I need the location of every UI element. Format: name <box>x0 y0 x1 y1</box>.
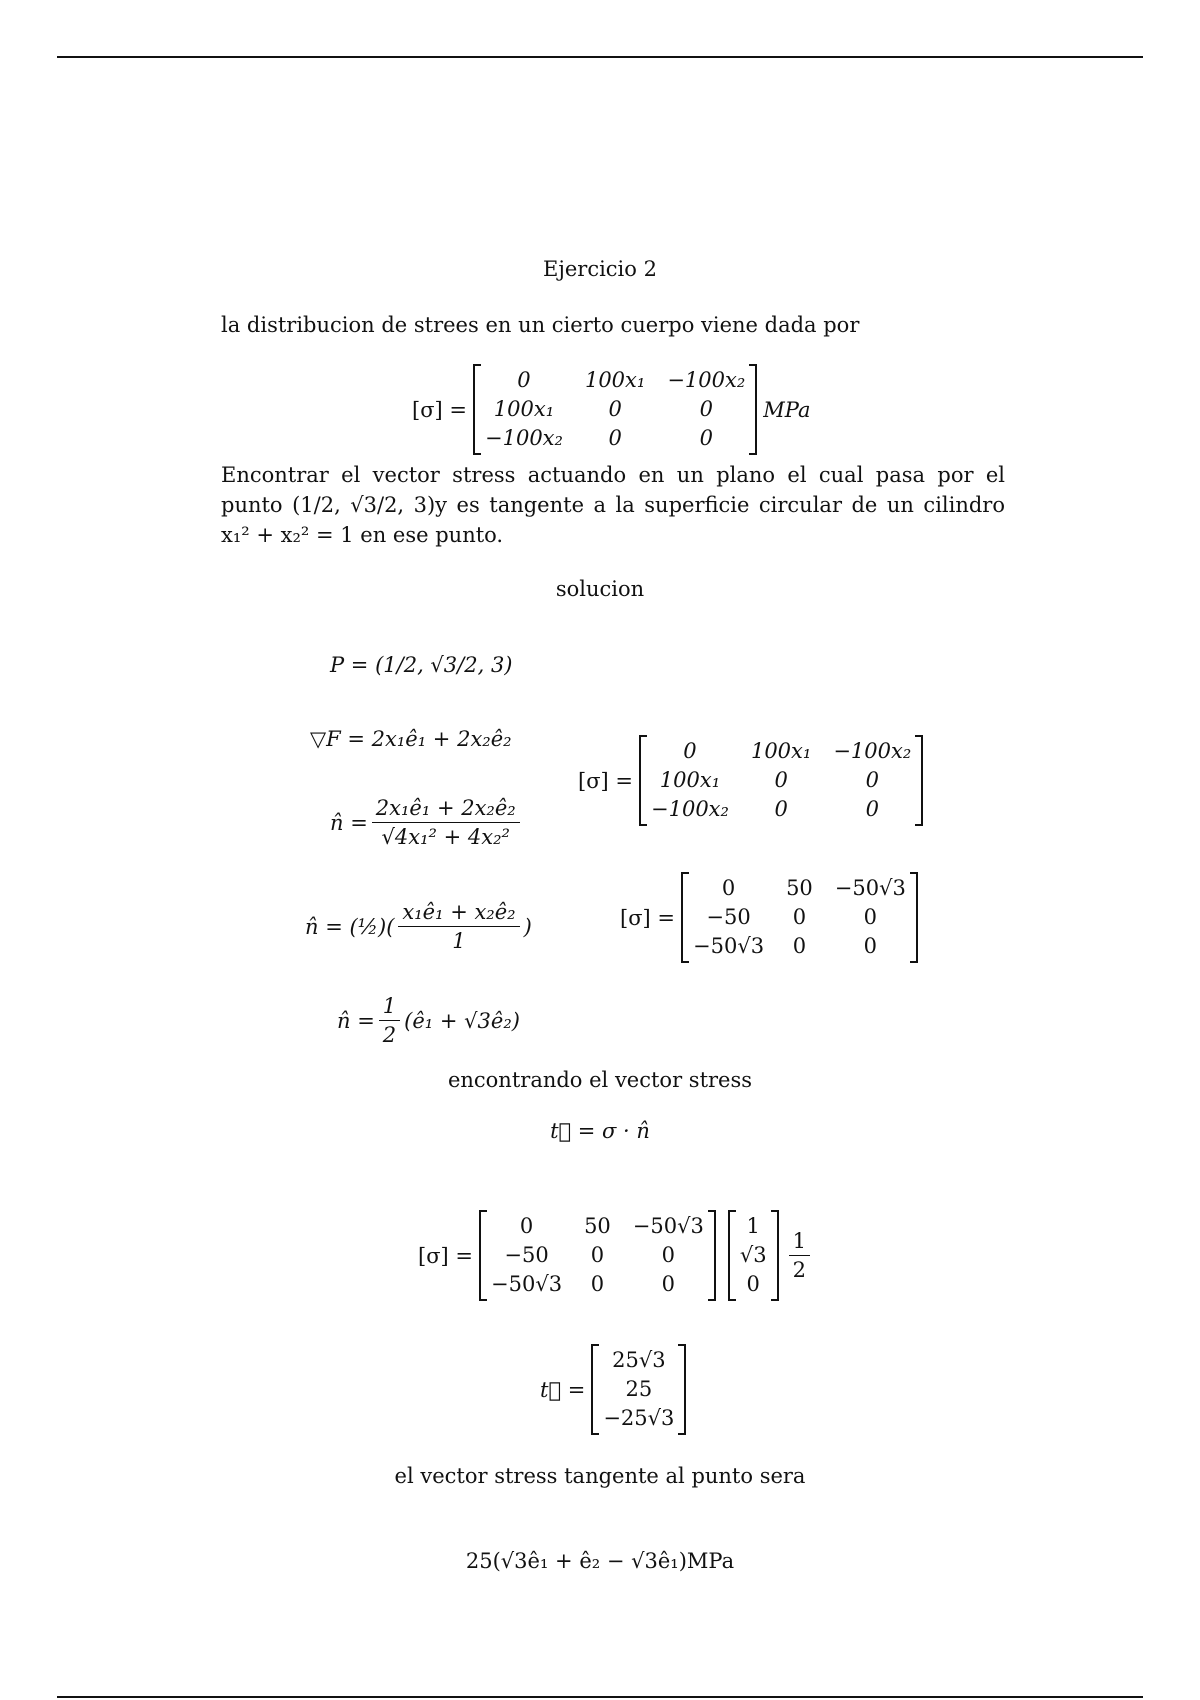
matrix-cell: 0 <box>608 426 622 450</box>
normal-3-rhs: (ê₁ + √3ê₂) <box>404 1008 520 1033</box>
matrix-cell: 100x₁ <box>659 768 721 792</box>
matrix-cell: 0 <box>517 368 531 392</box>
stress-vector <box>591 1344 686 1435</box>
matrix-cell: 50 <box>584 1214 611 1238</box>
matrix-cell: −100x₂ <box>667 368 746 392</box>
normal-equation-3 <box>337 994 520 1047</box>
find-stress-text: encontrando el vector stress <box>447 1068 753 1092</box>
half-numerator: 1 <box>789 1229 810 1256</box>
vector-cell: √3 <box>739 1243 767 1267</box>
normal-1-lhs: n̂ = <box>330 810 368 835</box>
matrix-cell: 100x₁ <box>493 397 555 421</box>
solution-heading: solucion <box>555 577 645 601</box>
top-rule <box>57 56 1143 58</box>
matrix-cell: 0 <box>699 397 713 421</box>
gradient-equation: ▽F = 2x₁ê₁ + 2x₂ê₂ <box>310 727 512 751</box>
normal-3-denominator: 2 <box>382 1023 397 1047</box>
matrix-cell: 50 <box>786 876 813 900</box>
stress-matrix-repeat <box>578 735 929 826</box>
numeric-stress-matrix <box>681 872 918 963</box>
stress-vector-definition: t⃗ = σ · n̂ <box>550 1119 650 1143</box>
matrix-cell: −100x₂ <box>485 426 563 450</box>
t-label: t⃗ = <box>540 1377 586 1402</box>
stress-label: [σ] = <box>412 397 467 422</box>
half-denominator: 2 <box>792 1258 806 1282</box>
normal-2-lhs: n̂ = (½)( <box>305 914 395 939</box>
matrix-cell: −100x₂ <box>651 797 729 821</box>
bottom-rule <box>57 1696 1143 1698</box>
matrix-cell: −50 <box>504 1243 549 1267</box>
stress-tensor-equation <box>412 364 810 455</box>
matrix-cell: 100x₁ <box>584 368 646 392</box>
matrix-cell: −50√3 <box>632 1214 704 1238</box>
vector-cell: 25 <box>625 1377 653 1401</box>
exercise-title: Ejercicio 2 <box>543 257 657 281</box>
normal-1-numerator: 2x₁ê₁ + 2x₂ê₂ <box>372 796 520 823</box>
matrix-cell: 0 <box>608 397 622 421</box>
matrix-cell: 0 <box>865 797 879 821</box>
matrix-cell: −100x₂ <box>833 739 912 763</box>
matrix-cell: −50√3 <box>491 1272 563 1296</box>
matrix-cell: 0 <box>590 1243 605 1267</box>
normal-3-fraction <box>379 994 400 1047</box>
stress-matrix <box>473 364 757 455</box>
numeric-stress-matrix-equation <box>620 872 924 963</box>
matrix-cell: 0 <box>774 797 788 821</box>
matrix-cell: 0 <box>661 1272 676 1296</box>
normal-1-denominator: √4x₁² + 4x₂² <box>381 825 510 849</box>
unit-label: MPa <box>763 397 811 422</box>
numeric-stress-matrix <box>479 1210 716 1301</box>
normal-1-fraction <box>372 796 520 849</box>
problem-statement: Encontrar el vector stress actuando en un plano el cual pasa por el punto (1/2, √3/2, 3)y es tangente a la superficie circular de un cilindro x₁² + x₂² = 1 en ese punto. <box>221 463 1005 547</box>
normal-2-numerator: x₁ê₁ + x₂ê₂ <box>398 900 519 927</box>
matrix-cell: 0 <box>865 768 879 792</box>
stress-label: [σ] = <box>620 905 675 930</box>
vector-cell: −25√3 <box>603 1406 675 1430</box>
matrix-cell: 0 <box>721 876 736 900</box>
vector-cell: 1 <box>746 1214 760 1238</box>
normal-3-numerator: 1 <box>379 994 400 1021</box>
matrix-cell: 0 <box>863 905 878 929</box>
matrix-cell: 0 <box>661 1243 676 1267</box>
point-equation: P = (1/2, √3/2, 3) <box>330 653 513 677</box>
stress-vector-result <box>540 1344 692 1435</box>
vector-cell: 25√3 <box>612 1348 666 1372</box>
matrix-cell: 100x₁ <box>750 739 812 763</box>
matrix-cell: −50√3 <box>693 934 765 958</box>
matrix-cell: 0 <box>683 739 697 763</box>
stress-matrix <box>639 735 923 826</box>
normal-2-rhs: ) <box>523 914 532 939</box>
stress-label: [σ] = <box>578 768 633 793</box>
normal-equation-1 <box>330 796 524 849</box>
matrix-cell: 0 <box>792 905 807 929</box>
conclusion-text: el vector stress tangente al punto sera <box>394 1464 806 1488</box>
normal-2-fraction <box>398 900 519 953</box>
matrix-cell: 0 <box>774 768 788 792</box>
normal-vector <box>728 1210 779 1301</box>
matrix-cell: 0 <box>590 1272 605 1296</box>
normal-2-denominator: 1 <box>452 929 466 953</box>
normal-equation-2 <box>305 900 532 953</box>
matrix-cell: −50 <box>706 905 751 929</box>
half-factor <box>789 1229 810 1282</box>
matrix-cell: 0 <box>699 426 713 450</box>
matrix-vector-product <box>418 1210 814 1301</box>
matrix-cell: 0 <box>792 934 807 958</box>
intro-text: la distribucion de strees en un cierto cuerpo viene dada por <box>221 313 860 337</box>
matrix-cell: −50√3 <box>834 876 906 900</box>
normal-3-lhs: n̂ = <box>337 1008 375 1033</box>
final-result: 25(√3ê₁ + ê₂ − √3ê₁)MPa <box>465 1549 735 1573</box>
vector-cell: 0 <box>746 1272 760 1296</box>
matrix-cell: 0 <box>519 1214 534 1238</box>
stress-label: [σ] = <box>418 1243 473 1268</box>
matrix-cell: 0 <box>863 934 878 958</box>
